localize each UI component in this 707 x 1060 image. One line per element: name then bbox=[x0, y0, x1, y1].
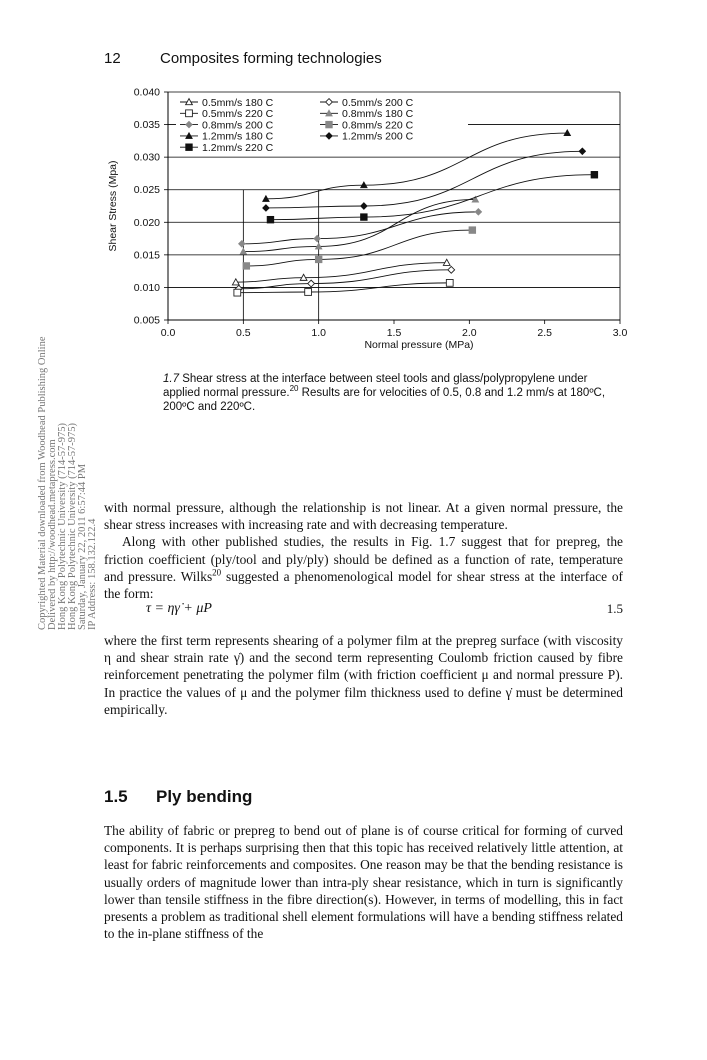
legend-label: 0.8mm/s 200 C bbox=[202, 119, 274, 132]
legend-label: 1.2mm/s 180 C bbox=[202, 130, 274, 143]
chart-svg bbox=[98, 84, 628, 364]
paragraph: with normal pressure, although the relationship is not linear. At a given normal pressure, the shear stress increases with increasing rate and with decreasing temperature. bbox=[104, 500, 623, 533]
caption-text-2: Results are for velocities of 0.5, 0.8 and 1.2 mm/s at 180ºC, 200ºC and 220ºC. bbox=[163, 387, 606, 413]
data-point-square bbox=[446, 279, 453, 286]
y-tick-label: 0.035 bbox=[133, 119, 160, 132]
sidebar-line: Saturday, January 22, 2011 6:57:44 PM bbox=[77, 463, 88, 630]
legend-label: 0.8mm/s 180 C bbox=[342, 108, 414, 121]
legend-label: 1.2mm/s 220 C bbox=[202, 142, 274, 154]
data-point-square bbox=[315, 256, 322, 263]
citation-ref: 20 bbox=[212, 567, 222, 578]
sidebar-line: IP Address: 158.132.122.4 bbox=[87, 518, 98, 630]
body-block-2 bbox=[104, 632, 623, 718]
data-point-diamond bbox=[308, 280, 315, 287]
data-point-diamond bbox=[448, 266, 455, 273]
y-axis-label: Shear Stress (Mpa) bbox=[107, 160, 119, 252]
data-point-square bbox=[186, 110, 193, 117]
data-point-diamond bbox=[263, 205, 270, 212]
body-block-1 bbox=[104, 499, 623, 602]
legend-label: 0.5mm/s 200 C bbox=[342, 96, 414, 109]
shear-stress-chart bbox=[98, 84, 628, 364]
copyright-sidebar bbox=[38, 300, 102, 630]
y-tick-label: 0.015 bbox=[133, 249, 160, 262]
x-tick-label: 2.5 bbox=[537, 327, 552, 339]
section-number: 1.5 bbox=[104, 787, 128, 806]
equation-text: τ = ηγ̇ + μP bbox=[146, 601, 212, 616]
legend-label: 0.8mm/s 220 C bbox=[342, 119, 414, 132]
page-number: 12 bbox=[104, 50, 121, 67]
sidebar-line: Hong Kong Polytechnic University (714-57-975) bbox=[57, 422, 68, 630]
x-tick-label: 1.0 bbox=[311, 327, 326, 339]
data-point-diamond bbox=[475, 208, 482, 215]
series-line bbox=[236, 263, 447, 283]
data-point-square bbox=[186, 144, 193, 151]
data-point-square bbox=[243, 263, 250, 270]
y-tick-label: 0.040 bbox=[133, 86, 160, 99]
paragraph-text: Along with other published studies, the results in Fig. 1.7 suggest that for prepreg, the friction coefficient (ply/tool and ply/ply) should be defined as a function of rate, temperature and pressure. Wilks bbox=[104, 534, 623, 584]
data-point-square bbox=[326, 121, 333, 128]
data-point-square bbox=[591, 171, 598, 178]
data-point-diamond bbox=[314, 235, 321, 242]
y-tick-label: 0.030 bbox=[133, 151, 160, 164]
copyright-sidebar-text bbox=[38, 300, 98, 630]
data-point-square bbox=[360, 214, 367, 221]
y-tick-label: 0.025 bbox=[133, 184, 160, 197]
legend-label: 0.5mm/s 180 C bbox=[202, 96, 274, 109]
data-point-square bbox=[234, 289, 241, 296]
body-block-3 bbox=[104, 822, 623, 942]
legend-label: 0.5mm/s 220 C bbox=[202, 108, 274, 121]
equation-number: 1.5 bbox=[606, 601, 623, 616]
paragraph-text: suggested a phenomenological model for shear stress at the interface of the form: bbox=[104, 568, 624, 602]
data-point-square bbox=[305, 289, 312, 296]
data-point-square bbox=[469, 227, 476, 234]
equation bbox=[146, 601, 623, 617]
figure-label: 1.7 bbox=[163, 373, 179, 385]
y-tick-label: 0.010 bbox=[133, 281, 160, 294]
paragraph: The ability of fabric or prepreg to bend out of plane is of course critical for forming of curved components. It is perhaps surprising then that this topic has received relatively little attention, at least for fabric reinforcements and composites. One reason may be that the bending resistance is usually orders of magnitude lower than intra-ply shear resistance, which in turn is significantly lower than tensile stiffness in the fibre direction(s). However, in terms of modelling, this in fact presents a problem as traditional shell element formulations will have a bending stiffness related to the in-plane stiffness of the bbox=[104, 823, 623, 942]
legend-label: 1.2mm/s 200 C bbox=[342, 130, 414, 143]
x-tick-label: 2.0 bbox=[462, 327, 477, 339]
caption-ref: 20 bbox=[289, 384, 299, 394]
running-header bbox=[104, 50, 382, 67]
paragraph bbox=[104, 533, 623, 602]
figure-caption bbox=[163, 372, 623, 414]
data-point-square bbox=[267, 216, 274, 223]
y-tick-label: 0.005 bbox=[133, 314, 160, 327]
sidebar-line: Hong Kong Polytechnic University (714-57-975) bbox=[67, 422, 78, 630]
x-tick-label: 0.0 bbox=[160, 327, 176, 339]
x-tick-label: 1.5 bbox=[386, 327, 402, 339]
series-line bbox=[243, 199, 475, 251]
caption-text: Shear stress at the interface between steel tools and glass/polypropylene under applied normal pressure. bbox=[163, 373, 588, 399]
data-point-diamond bbox=[238, 240, 245, 247]
y-tick-label: 0.020 bbox=[133, 216, 160, 229]
sidebar-line: Copyrighted Material downloaded from Woodhead Publishing Online bbox=[37, 336, 48, 630]
sidebar-line: Delivered by http://woodhead.metapress.com bbox=[47, 439, 58, 630]
x-axis-label: Normal pressure (MPa) bbox=[364, 339, 474, 351]
section-heading bbox=[104, 787, 252, 807]
data-point-diamond bbox=[360, 203, 367, 210]
data-point-diamond bbox=[579, 148, 586, 155]
paragraph: where the first term represents shearing of a polymer film at the prepreg surface (with viscosity η and shear strain rate γ̇) and the second term representing Coulomb friction caused by fibre reinforcement penetrating the polymer film (with friction coefficient μ and normal pressure P). In practice the values of μ and the polymer film thickness used to define γ̇ must be determined empirically. bbox=[104, 633, 623, 717]
section-title: Ply bending bbox=[156, 787, 253, 806]
series-line bbox=[239, 270, 451, 289]
x-tick-label: 0.5 bbox=[236, 327, 251, 339]
running-title: Composites forming technologies bbox=[160, 50, 382, 67]
x-tick-label: 3.0 bbox=[612, 327, 628, 339]
